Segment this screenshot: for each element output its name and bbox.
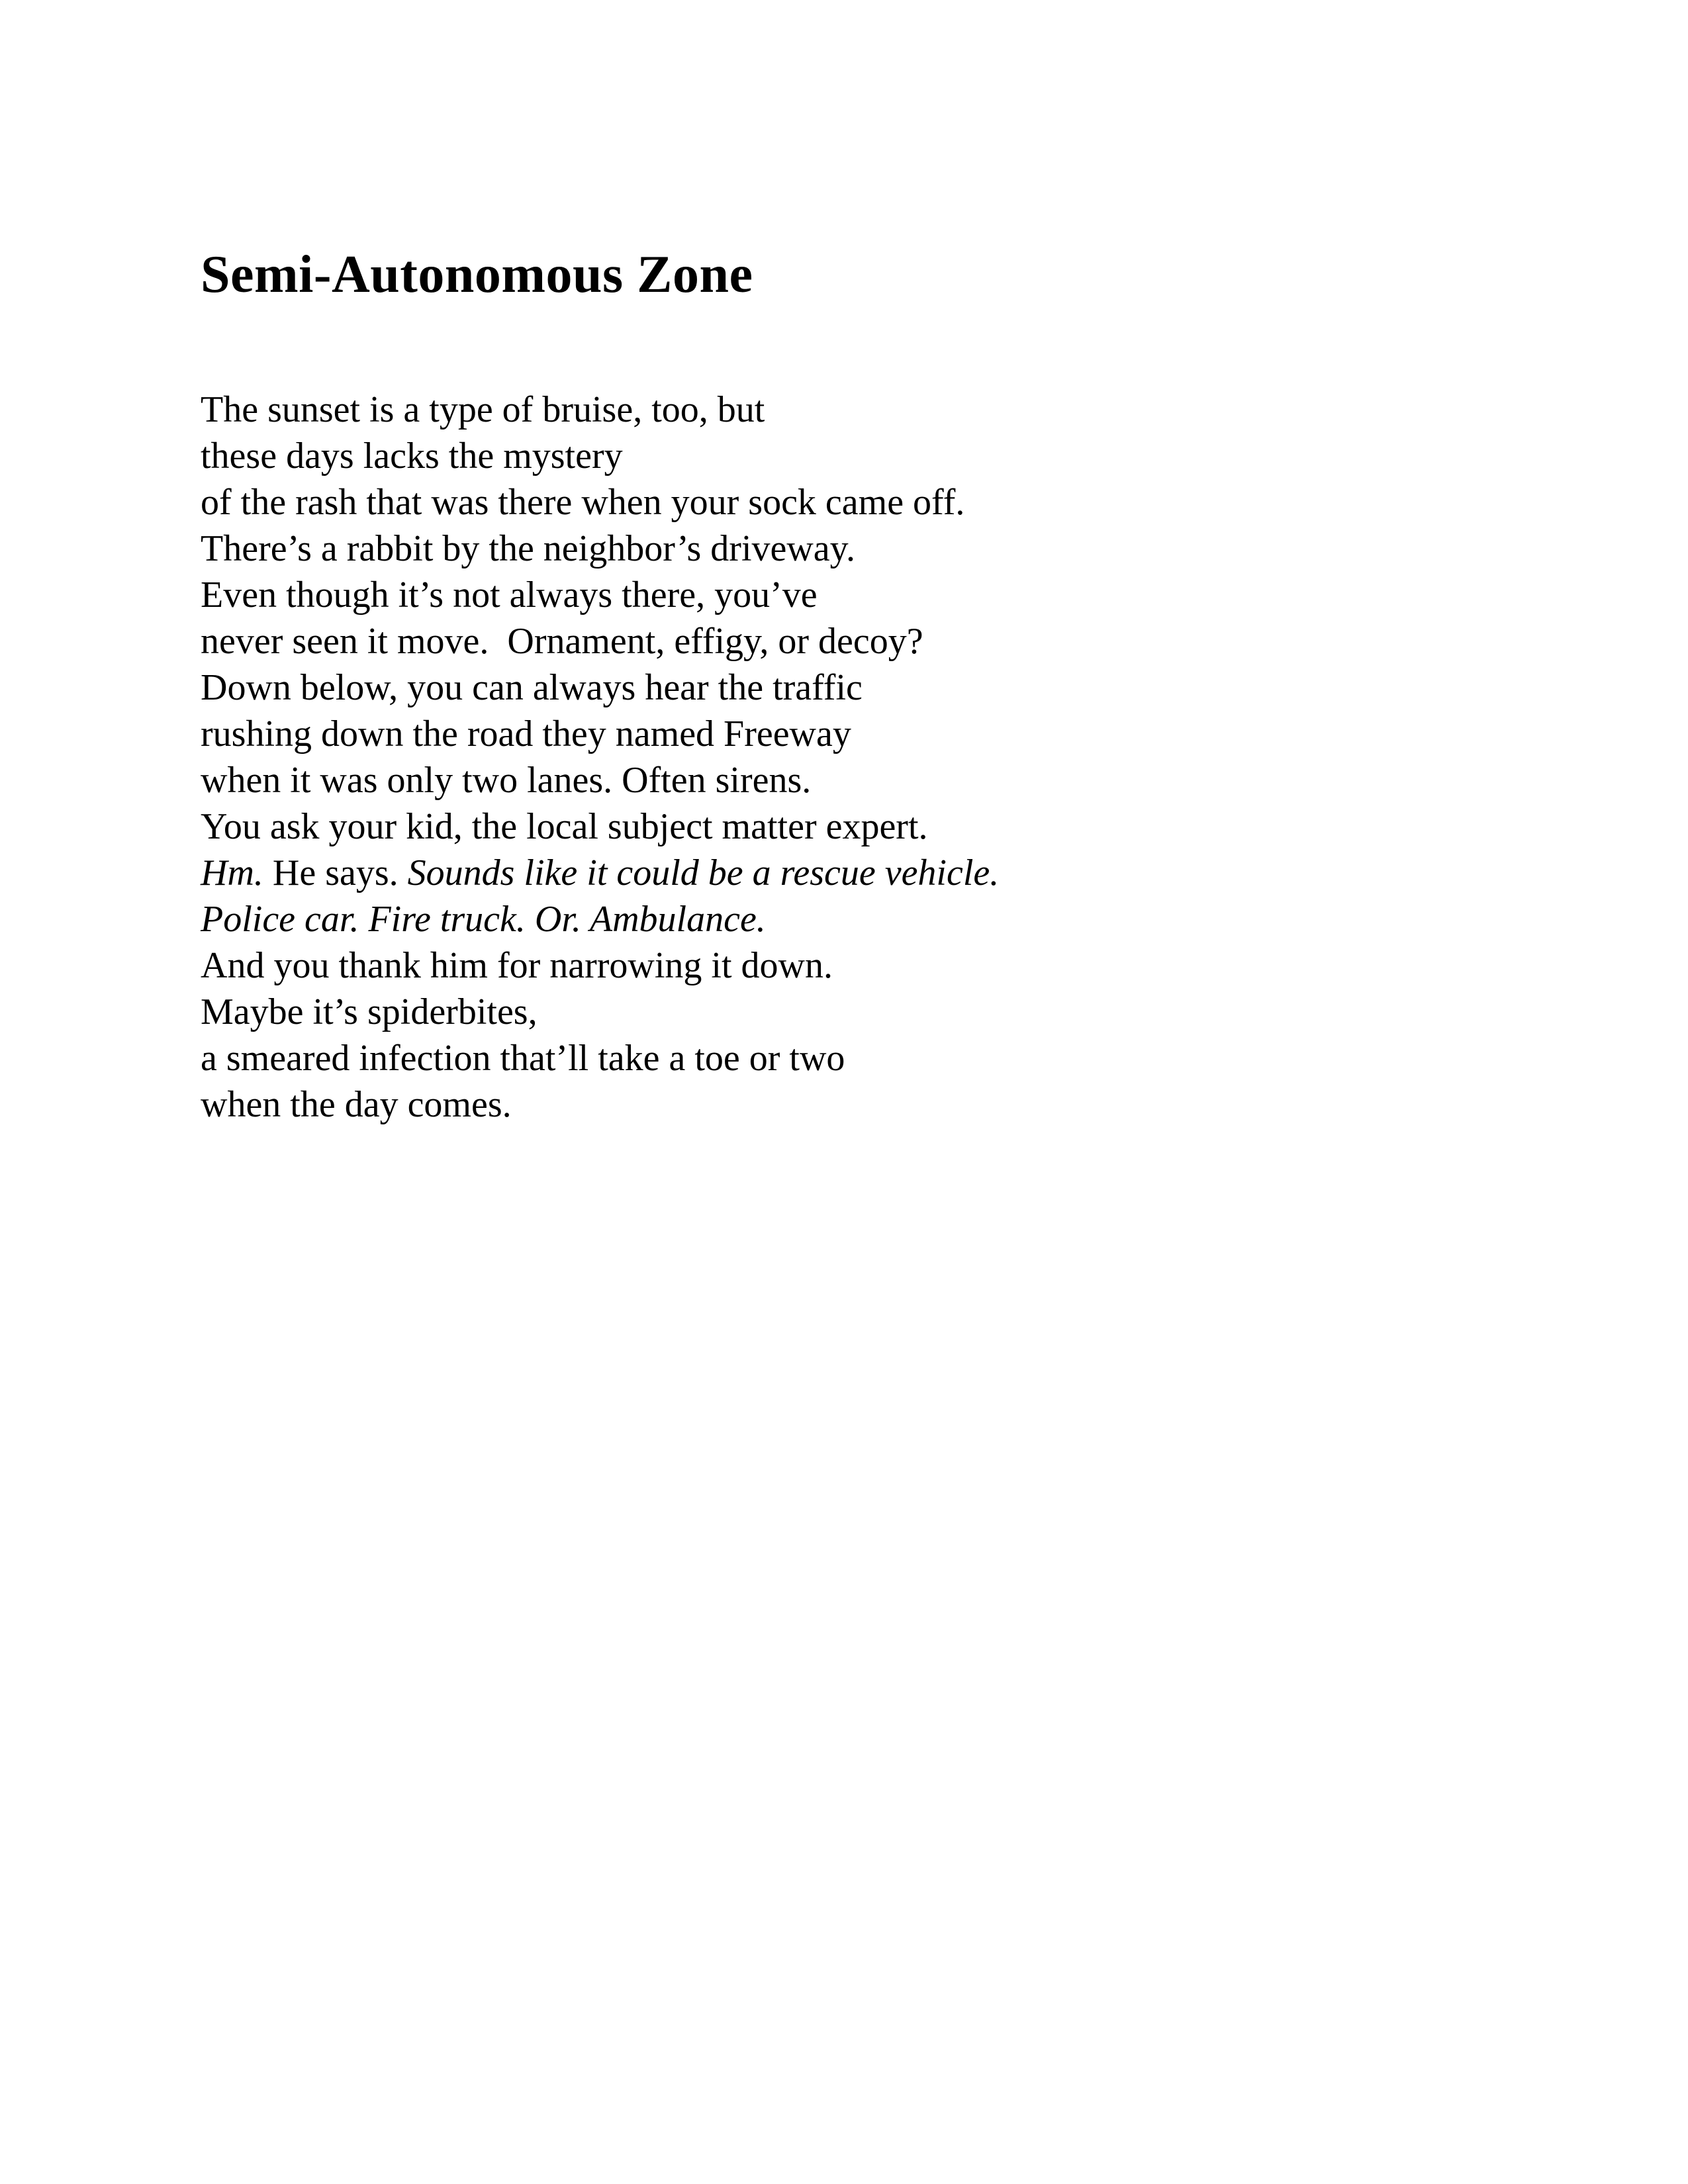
poem-line-italic-segment: Police car. Fire truck. Or. Ambulance.: [201, 899, 766, 940]
poem-line-segment: never seen it move. Ornament, effigy, or decoy?: [201, 621, 923, 662]
poem-line-segment: Down below, you can always hear the traffic: [201, 667, 863, 708]
poem-line-segment: rushing down the road they named Freeway: [201, 713, 851, 754]
poem-line-segment: Even though it’s not always there, you’ve: [201, 574, 818, 615]
poem-line: [201, 757, 999, 803]
poem-line-segment: these days lacks the mystery: [201, 435, 623, 477]
poem-line: [201, 387, 999, 433]
poem-line: [201, 803, 999, 850]
poem-line: [201, 433, 999, 479]
poem-line-segment: You ask your kid, the local subject matter expert.: [201, 806, 928, 847]
poem-line: [201, 711, 999, 757]
poem-line: [201, 525, 999, 572]
poem-line-segment: There’s a rabbit by the neighbor’s driveway.: [201, 528, 856, 569]
poem-line-segment: when the day comes.: [201, 1084, 512, 1125]
poem-line-italic-segment: Sounds like it could be a rescue vehicle.: [407, 852, 1000, 893]
poem: [201, 387, 999, 1128]
poem-line-segment: The sunset is a type of bruise, too, but: [201, 389, 765, 430]
poem-line: [201, 572, 999, 618]
poem-line: [201, 850, 999, 896]
poem-line-segment: when it was only two lanes. Often sirens.: [201, 760, 812, 801]
poem-line: [201, 618, 999, 664]
poem-line-segment: a smeared infection that’ll take a toe or two: [201, 1038, 845, 1079]
poem-line: [201, 896, 999, 942]
poem-line-segment: Maybe it’s spiderbites,: [201, 991, 538, 1032]
poem-line: [201, 479, 999, 525]
poem-line: [201, 1035, 999, 1081]
poem-line: [201, 1081, 999, 1128]
page-title: Semi-Autonomous Zone: [201, 245, 753, 304]
poem-line-italic-segment: Hm.: [201, 852, 263, 893]
poem-line-segment: And you thank him for narrowing it down.: [201, 945, 833, 986]
poem-line: [201, 942, 999, 989]
poem-line: [201, 664, 999, 711]
poem-line: [201, 989, 999, 1035]
poem-line-segment: He says.: [263, 852, 408, 893]
poem-line-segment: of the rash that was there when your sock came off.: [201, 482, 965, 523]
